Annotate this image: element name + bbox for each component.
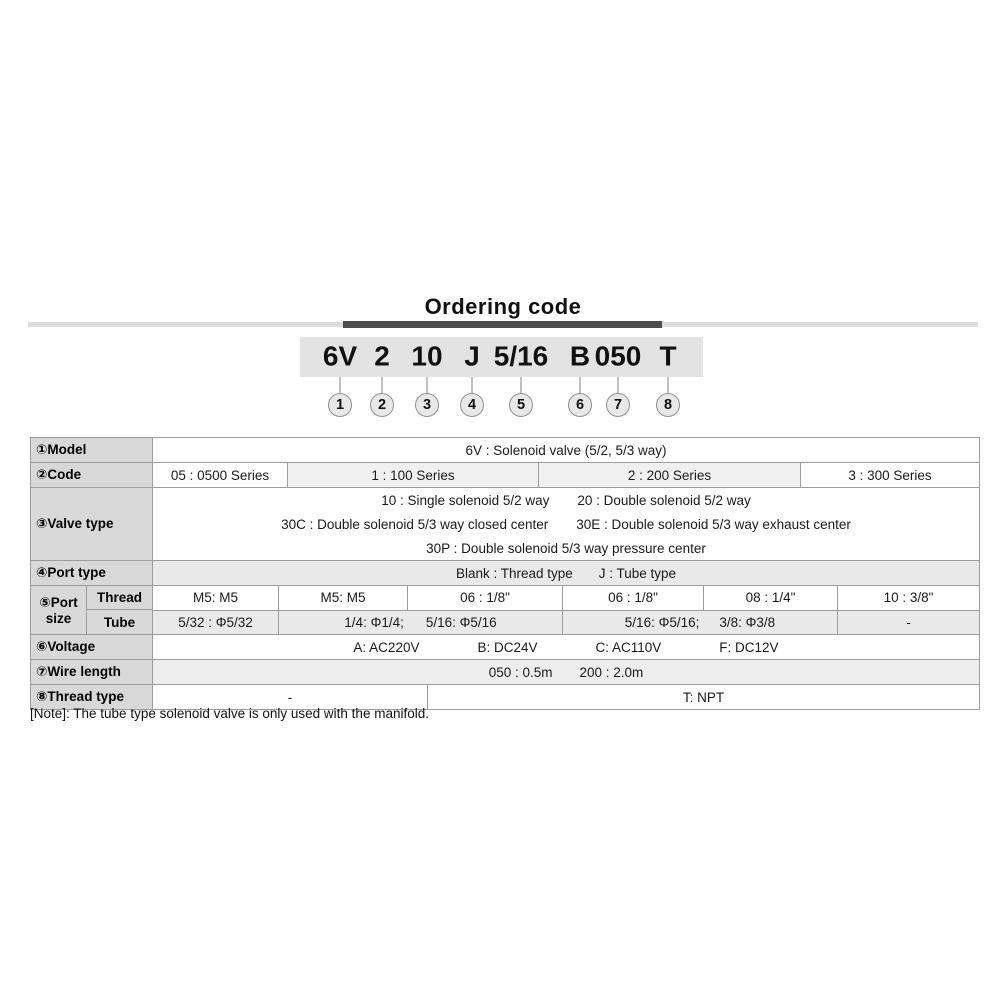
voltage-a: A: AC220V	[353, 639, 420, 655]
code-segment-model: 6V	[322, 340, 358, 372]
connector-line	[426, 377, 428, 394]
tube-cell-2	[279, 611, 563, 635]
code-segment-valve-type: 10	[411, 340, 443, 372]
row-wire-length	[31, 660, 979, 685]
valve-type-10: 10 : Single solenoid 5/2 way	[381, 492, 550, 508]
row-port-type	[31, 561, 979, 586]
thread-cell-4: 06 : 1/8"	[563, 586, 704, 610]
tube-cell-4: -	[838, 611, 979, 635]
wire-200: 200 : 2.0m	[579, 664, 644, 680]
row-model-value: 6V : Solenoid valve (5/2, 5/3 way)	[465, 442, 667, 458]
row-voltage	[31, 635, 979, 660]
thread-sublabel: Thread	[87, 586, 153, 610]
voltage-f: F: DC12V	[719, 639, 779, 655]
thread-cell-6: 10 : 3/8"	[883, 590, 934, 606]
code-cell-200: 2 : 200 Series	[539, 463, 801, 487]
valve-type-30e: 30E : Double solenoid 5/3 way exhaust center	[576, 516, 851, 532]
tube-cell-3b: 3/8: Φ3/8	[719, 614, 776, 630]
port-size-values	[153, 586, 979, 634]
code-segment-voltage: B	[569, 340, 591, 372]
connector-line	[381, 377, 383, 394]
voltage-values	[153, 635, 979, 659]
thread-cell-1: M5: M5	[153, 586, 279, 610]
tube-cell-2b: 5/16: Φ5/16	[425, 614, 497, 630]
thread-cell-2: M5: M5	[279, 586, 408, 610]
thread-cell-3: 06 : 1/8"	[408, 586, 563, 610]
tube-cell-1: 5/32 : Φ5/32	[153, 611, 279, 635]
thread-type-blank: -	[153, 685, 428, 709]
page-title: Ordering code	[424, 294, 582, 319]
footnote: [Note]: The tube type solenoid valve is only used with the manifold.	[30, 706, 429, 721]
port-size-label-bottom: size	[45, 610, 72, 626]
row-port-type-label: ④Port type	[31, 561, 153, 585]
valve-type-line2	[281, 517, 851, 532]
step-7-circle-icon: 7	[606, 393, 630, 417]
connector-line	[339, 377, 341, 394]
port-size-label-top: ⑤Port	[39, 594, 78, 610]
valve-type-30p: 30P : Double solenoid 5/3 way pressure center	[426, 540, 706, 556]
ordering-code-box	[300, 337, 703, 377]
step-3-circle-icon: 3	[415, 393, 439, 417]
row-code-label: ②Code	[31, 463, 153, 487]
row-valve-type-label: ③Valve type	[31, 488, 153, 560]
thread-cell-5: 08 : 1/4"	[704, 586, 838, 610]
valve-type-30c: 30C : Double solenoid 5/3 way closed center	[281, 516, 549, 532]
code-cell-100: 1 : 100 Series	[288, 463, 539, 487]
tube-sublabel: Tube	[87, 610, 153, 634]
row-model	[31, 438, 979, 463]
row-wire-length-label: ⑦Wire length	[31, 660, 153, 684]
row-voltage-label: ⑥Voltage	[31, 635, 153, 659]
row-thread-type-label: ⑧Thread type	[31, 685, 153, 709]
step-5-circle-icon: 5	[509, 393, 533, 417]
tube-cell-2a: 1/4: Φ1/4;	[344, 614, 404, 630]
step-8-circle-icon: 8	[656, 393, 680, 417]
tube-cell-3a: 5/16: Φ5/16;	[624, 614, 700, 630]
connector-line	[579, 377, 581, 394]
port-size-sublabels	[87, 586, 153, 634]
row-port-size	[31, 586, 979, 635]
thread-row	[153, 586, 979, 611]
row-model-label: ①Model	[31, 438, 153, 462]
code-segment-code: 2	[374, 340, 390, 372]
port-type-j: J : Tube type	[598, 565, 677, 581]
code-cell-0500: 05 : 0500 Series	[153, 463, 288, 487]
code-segment-thread: T	[659, 340, 677, 372]
wire-length-values	[153, 660, 979, 684]
title-underline-dark	[343, 321, 662, 328]
row-code	[31, 463, 979, 488]
row-valve-type	[31, 488, 979, 561]
step-1-circle-icon: 1	[328, 393, 352, 417]
valve-type-line3	[426, 541, 706, 556]
code-segment-port-type: J	[464, 340, 480, 372]
tube-cell-3	[563, 611, 838, 635]
code-segment-port-size: 5/16	[493, 340, 549, 372]
voltage-c: C: AC110V	[595, 639, 662, 655]
port-type-blank: Blank : Thread type	[455, 565, 573, 581]
connector-line	[667, 377, 669, 394]
spec-table	[30, 437, 980, 710]
port-type-values	[153, 561, 979, 585]
valve-type-line1	[381, 493, 751, 508]
code-segment-wire: 050	[594, 340, 642, 372]
connector-line	[520, 377, 522, 394]
step-6-circle-icon: 6	[568, 393, 592, 417]
connector-line	[617, 377, 619, 394]
row-port-size-label	[31, 586, 87, 634]
step-2-circle-icon: 2	[370, 393, 394, 417]
connector-line	[471, 377, 473, 394]
step-4-circle-icon: 4	[460, 393, 484, 417]
thread-type-npt: T: NPT	[682, 689, 725, 705]
voltage-b: B: DC24V	[477, 639, 538, 655]
code-cell-300: 3 : 300 Series	[848, 467, 932, 483]
tube-row	[153, 611, 979, 635]
valve-type-values	[153, 488, 979, 560]
wire-050: 050 : 0.5m	[488, 664, 553, 680]
valve-type-20: 20 : Double solenoid 5/2 way	[577, 492, 751, 508]
